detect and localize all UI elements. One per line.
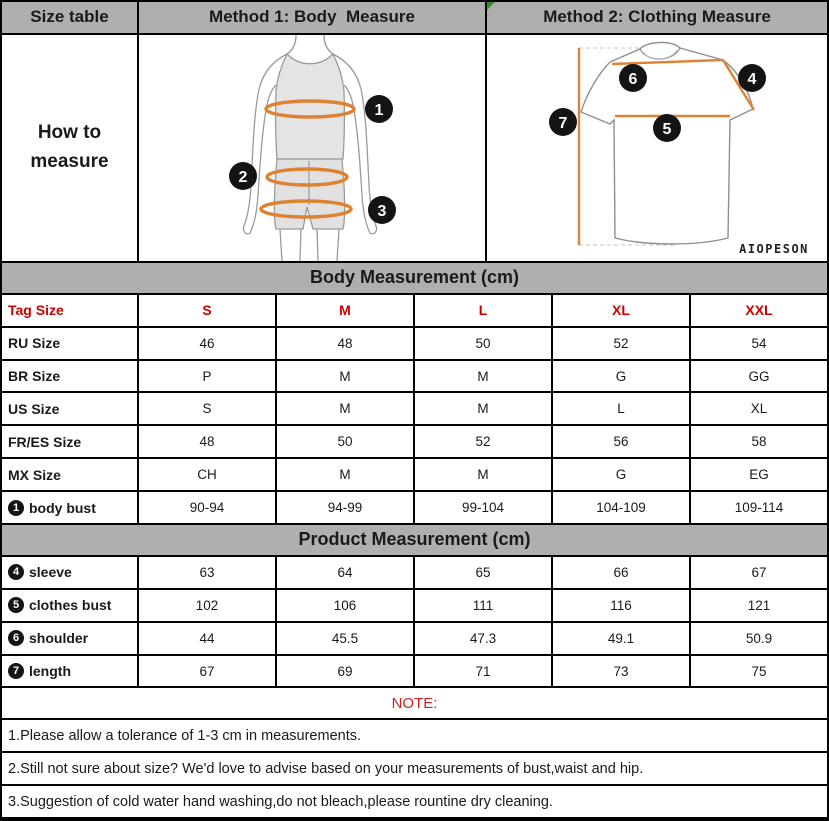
table-cell: 104-109 [553, 492, 689, 523]
product-measurement-title: Product Measurement (cm) [2, 525, 827, 555]
how-to-line2: measure [30, 150, 109, 172]
marker-7-badge-icon: 7 [8, 663, 24, 679]
marker-6-badge-icon: 6 [8, 630, 24, 646]
table-cell: 64 [277, 557, 413, 588]
marker-6-digit: 6 [628, 70, 638, 88]
marker-5-badge-icon: 5 [8, 597, 24, 613]
note-text-3: 3.Suggestion of cold water hand washing,do not bleach,please rountine dry cleaning. [2, 786, 827, 817]
row-label: US Size [2, 393, 137, 424]
table-row-fres-size [2, 426, 827, 457]
marker-1-badge-icon: 1 [8, 500, 24, 516]
how-to-measure-label [2, 35, 137, 261]
cell-comment-flag-icon [487, 2, 495, 10]
clothing-measure-illustration [487, 35, 827, 261]
table-cell: 50 [415, 328, 551, 359]
body-figure-image [139, 35, 485, 261]
table-cell: CH [139, 459, 275, 490]
row-label: FR/ES Size [2, 426, 137, 457]
marker-4-digit: 4 [747, 70, 757, 88]
table-cell: GG [691, 361, 827, 392]
note-title: NOTE: [2, 688, 827, 718]
marker-4-badge-icon: 4 [8, 564, 24, 580]
row-label: MX Size [2, 459, 137, 490]
row-label [2, 623, 137, 654]
size-col-xxl: XXL [691, 295, 827, 326]
table-cell: M [277, 361, 413, 392]
table-row-us-size [2, 393, 827, 424]
table-cell: 109-114 [691, 492, 827, 523]
marker-6-icon [619, 64, 647, 92]
tag-size-row [2, 295, 827, 326]
table-cell: M [415, 393, 551, 424]
neck-outline [287, 35, 333, 54]
table-cell: 48 [277, 328, 413, 359]
row-label [2, 590, 137, 621]
tshirt-figure-image [487, 35, 827, 261]
table-cell: G [553, 459, 689, 490]
marker-3-icon [368, 196, 396, 224]
method2-title-text: Method 2: Clothing Measure [543, 7, 771, 27]
legs-outline [280, 229, 339, 261]
how-to-line1: How to [37, 122, 102, 144]
body-measure-illustration [139, 35, 485, 261]
table-row-shoulder [2, 623, 827, 654]
table-cell: P [139, 361, 275, 392]
table-cell: 65 [415, 557, 551, 588]
table-cell: 67 [139, 656, 275, 687]
table-cell: 58 [691, 426, 827, 457]
product-measurement-band [2, 525, 827, 555]
table-cell: 121 [691, 590, 827, 621]
table-cell: 75 [691, 656, 827, 687]
table-cell: S [139, 393, 275, 424]
marker-7-icon [549, 108, 577, 136]
table-cell: 48 [139, 426, 275, 457]
table-cell: 67 [691, 557, 827, 588]
note-row-1 [2, 720, 827, 751]
method1-title: Method 1: Body Measure [139, 2, 485, 33]
marker-5-icon [653, 114, 681, 142]
table-cell: L [553, 393, 689, 424]
table-cell: 56 [553, 426, 689, 457]
size-col-l: L [415, 295, 551, 326]
tank-top-shape [276, 54, 345, 159]
table-cell: 44 [139, 623, 275, 654]
size-table-title: Size table [2, 2, 137, 33]
row-label-text: shoulder [29, 630, 89, 647]
body-measurement-band [2, 263, 827, 293]
table-cell: 52 [415, 426, 551, 457]
size-col-xl: XL [553, 295, 689, 326]
table-cell: 49.1 [553, 623, 689, 654]
table-cell: 102 [139, 590, 275, 621]
table-cell: M [277, 459, 413, 490]
table-row-body-bust [2, 492, 827, 523]
marker-1-icon [365, 95, 393, 123]
table-cell: G [553, 361, 689, 392]
note-row-2 [2, 753, 827, 784]
row-label-text: body bust [29, 499, 96, 516]
table-cell: 47.3 [415, 623, 551, 654]
table-cell: M [415, 459, 551, 490]
marker-1-digit: 1 [374, 101, 384, 119]
header-row [2, 2, 827, 33]
illustration-row [2, 35, 827, 261]
marker-4-icon [738, 64, 766, 92]
table-row-length [2, 656, 827, 687]
body-measurement-title: Body Measurement (cm) [2, 263, 827, 293]
table-cell: 99-104 [415, 492, 551, 523]
table-cell: 73 [553, 656, 689, 687]
marker-5-digit: 5 [662, 120, 672, 138]
size-col-s: S [139, 295, 275, 326]
table-cell: 116 [553, 590, 689, 621]
tag-size-label: Tag Size [2, 295, 137, 326]
note-row-3 [2, 786, 827, 817]
table-row-ru-size [2, 328, 827, 359]
method2-title [487, 2, 827, 33]
table-row-mx-size [2, 459, 827, 490]
table-cell: 90-94 [139, 492, 275, 523]
marker-2-digit: 2 [238, 168, 248, 186]
note-title-row [2, 688, 827, 718]
table-row-br-size [2, 361, 827, 392]
table-cell: M [277, 393, 413, 424]
table-cell: 94-99 [277, 492, 413, 523]
table-row-clothes-bust [2, 590, 827, 621]
table-cell: EG [691, 459, 827, 490]
row-label [2, 656, 137, 687]
table-cell: 46 [139, 328, 275, 359]
row-label-text: length [29, 663, 71, 680]
table-cell: 54 [691, 328, 827, 359]
marker-3-digit: 3 [377, 202, 387, 220]
table-cell: 111 [415, 590, 551, 621]
row-label-text: clothes bust [29, 597, 112, 614]
table-cell: 63 [139, 557, 275, 588]
table-cell: 52 [553, 328, 689, 359]
table-cell: 45.5 [277, 623, 413, 654]
table-cell: 50.9 [691, 623, 827, 654]
table-cell: 50 [277, 426, 413, 457]
table-cell: 66 [553, 557, 689, 588]
table-cell: 106 [277, 590, 413, 621]
row-label [2, 557, 137, 588]
table-cell: M [415, 361, 551, 392]
table-cell: 69 [277, 656, 413, 687]
table-row-sleeve [2, 557, 827, 588]
note-text-2: 2.Still not sure about size? We'd love to advise based on your measurements of bust,waist and hip. [2, 753, 827, 784]
table-cell: 71 [415, 656, 551, 687]
note-text-1: 1.Please allow a tolerance of 1-3 cm in measurements. [2, 720, 827, 751]
marker-2-icon [229, 162, 257, 190]
brand-watermark: AIOPESON [739, 241, 809, 256]
row-label: BR Size [2, 361, 137, 392]
table-cell: XL [691, 393, 827, 424]
tshirt-outline [581, 42, 753, 244]
row-label [2, 492, 137, 523]
marker-7-digit: 7 [558, 114, 568, 132]
row-label: RU Size [2, 328, 137, 359]
size-col-m: M [277, 295, 413, 326]
row-label-text: sleeve [29, 564, 72, 581]
